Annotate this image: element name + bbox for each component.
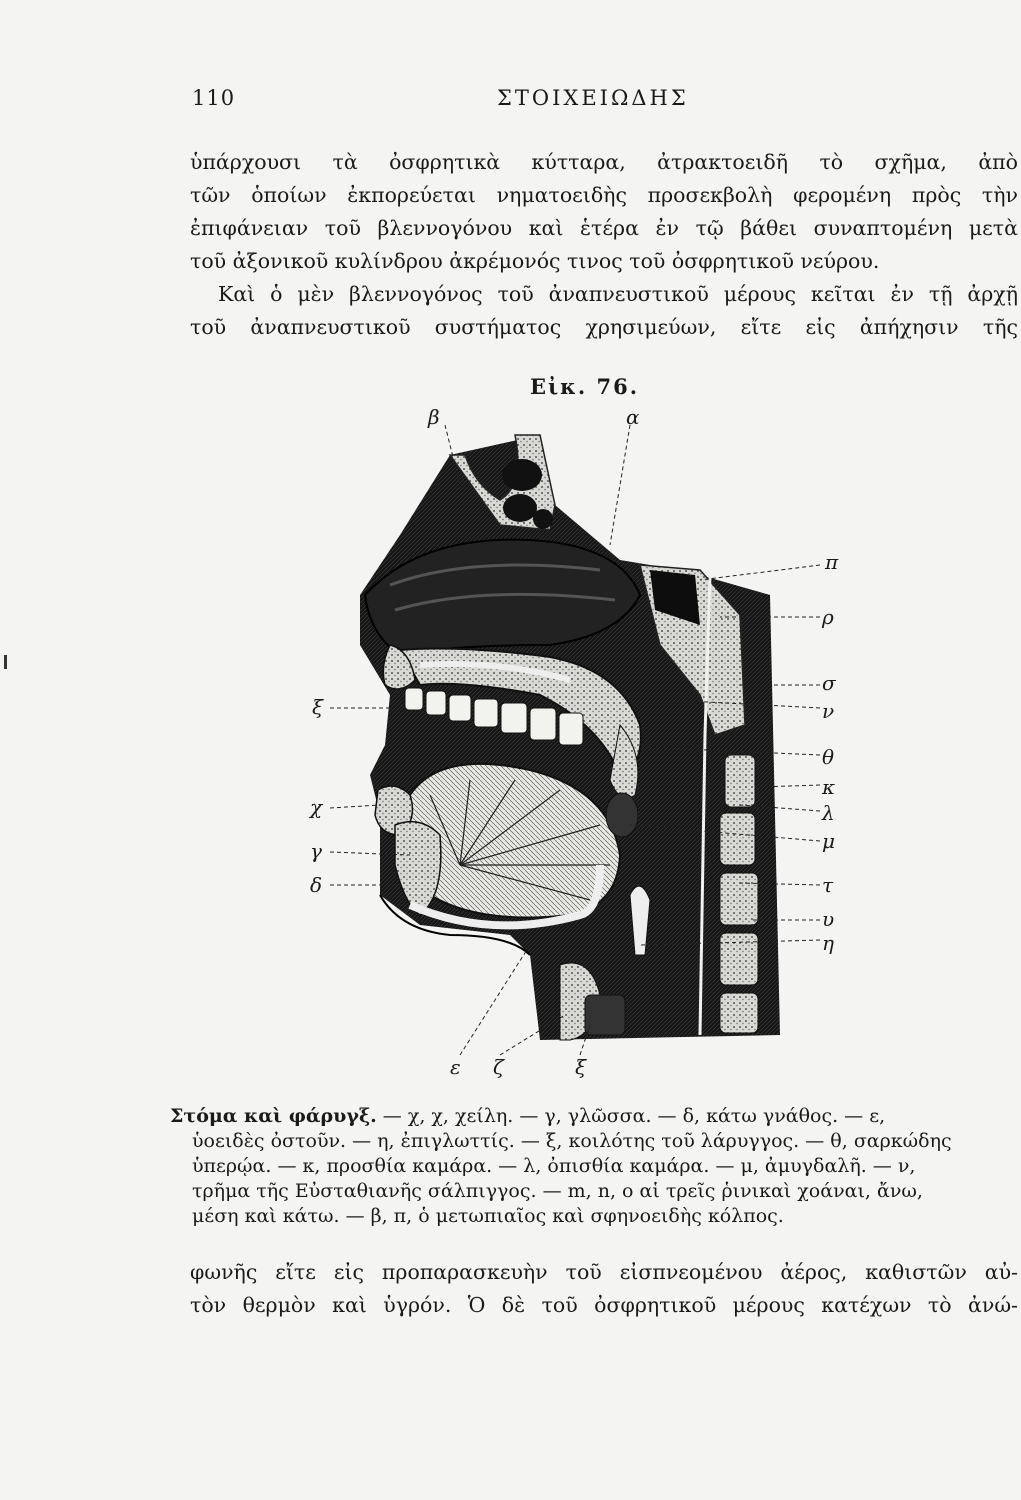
caption-heading: Στόμα καὶ φάρυγξ. — [170, 1105, 377, 1127]
label-kappa: κ — [822, 775, 836, 799]
label-zeta: ζ — [493, 1055, 504, 1079]
sinus — [503, 494, 537, 522]
caption-line — [170, 1104, 1020, 1129]
label-upsilon: υ — [822, 907, 835, 931]
label-xi-bottom: ξ — [575, 1055, 587, 1079]
anatomical-figure — [300, 395, 840, 1085]
caption-line: μέση καὶ κάτω. — β, π, ὁ μετωπιαῖος καὶ σφηνοειδὴς κόλπος. — [192, 1205, 784, 1227]
caption-line: ὑοειδὲς ὀστοῦν. — η, ἐπιγλωττίς. — ξ, κοιλότης τοῦ λάρυγγος. — θ, σαρκώδης — [192, 1130, 952, 1152]
laryngeal-cavity — [585, 995, 625, 1035]
paragraph-top — [190, 146, 1018, 344]
label-delta: δ — [310, 873, 323, 897]
label-tau: τ — [822, 873, 834, 897]
figure-caption — [170, 1104, 1020, 1229]
label-rho: ρ — [822, 605, 834, 629]
frontal-sinus — [502, 459, 542, 491]
text-line: τὸν θερμὸν καὶ ὑγρόν. Ὁ δὲ τοῦ ὀσφρητικοῦ μέρους κατέχων τὸ ἀνώ- — [190, 1293, 1018, 1317]
label-pi: π — [825, 550, 839, 574]
label-nu: ν — [822, 699, 835, 723]
figure-title: Εἰκ. 76. — [530, 374, 640, 399]
margin-mark — [4, 655, 7, 669]
label-chi: χ — [310, 795, 323, 819]
head-section-illustration — [300, 395, 840, 1085]
label-sigma: σ — [822, 671, 836, 695]
text-line: ἐπιφάνειαν τοῦ βλεννογόνου καὶ ἑτέρα ἐν τῷ βάθει συναπτομένη μετὰ — [190, 216, 1018, 240]
text-line: Καὶ ὁ μὲν βλεννογόνος τοῦ ἀναπνευστικοῦ μέρους κεῖται ἐν τῇ ἀρχῇ — [218, 282, 1018, 306]
caption-text: — χ, χ, χείλη. — γ, γλῶσσα. — δ, κάτω γνάθος. — ε, — [376, 1105, 886, 1127]
label-xi-left: ξ — [312, 695, 324, 719]
label-mu: μ — [822, 829, 835, 853]
text-line: φωνῆς εἴτε εἰς προπαρασκευὴν τοῦ εἰσπνεομένου ἀέρος, καθιστῶν αὐ- — [190, 1260, 1018, 1284]
running-title: ΣΤΟΙΧΕΙΩΔΗΣ — [497, 86, 689, 110]
label-alpha: α — [626, 405, 640, 429]
caption-line: τρῆμα τῆς Εὐσταθιανῆς σάλπιγγος. — m, n, o αἱ τρεῖς ῥινικαὶ χοάναι, ἄνω, — [192, 1180, 923, 1202]
text-line: τοῦ ἀξονικοῦ κυλίνδρου ἀκρέμονός τινος τοῦ ὀσφρητικοῦ νεύρου. — [190, 249, 880, 273]
text-line: τοῦ ἀναπνευστικοῦ συστήματος χρησιμεύων, εἴτε εἰς ἀπήχησιν τῆς — [190, 315, 1018, 339]
paragraph-bottom — [190, 1256, 1018, 1322]
label-eta: η — [822, 931, 834, 955]
text-line: τῶν ὁποίων ἐκπορεύεται νηματοειδὴς προσεκβολὴ φερομένη πρὸς τὴν — [190, 183, 1018, 207]
label-gamma: γ — [310, 839, 322, 863]
caption-line: ὑπερῴα. — κ, προσθία καμάρα. — λ, ὀπισθία καμάρα. — μ, ἀμυγδαλῆ. — ν, — [192, 1155, 916, 1177]
label-beta: β — [428, 405, 440, 429]
label-lambda: λ — [822, 801, 835, 825]
tonsil — [606, 793, 638, 837]
label-epsilon: ε — [450, 1055, 461, 1079]
page-number: 110 — [192, 86, 236, 110]
text-line: ὑπάρχουσι τὰ ὀσφρητικὰ κύτταρα, ἀτρακτοειδῆ τὸ σχῆμα, ἀπὸ — [190, 150, 1018, 174]
sinus — [533, 509, 553, 529]
label-theta: θ — [822, 745, 835, 769]
